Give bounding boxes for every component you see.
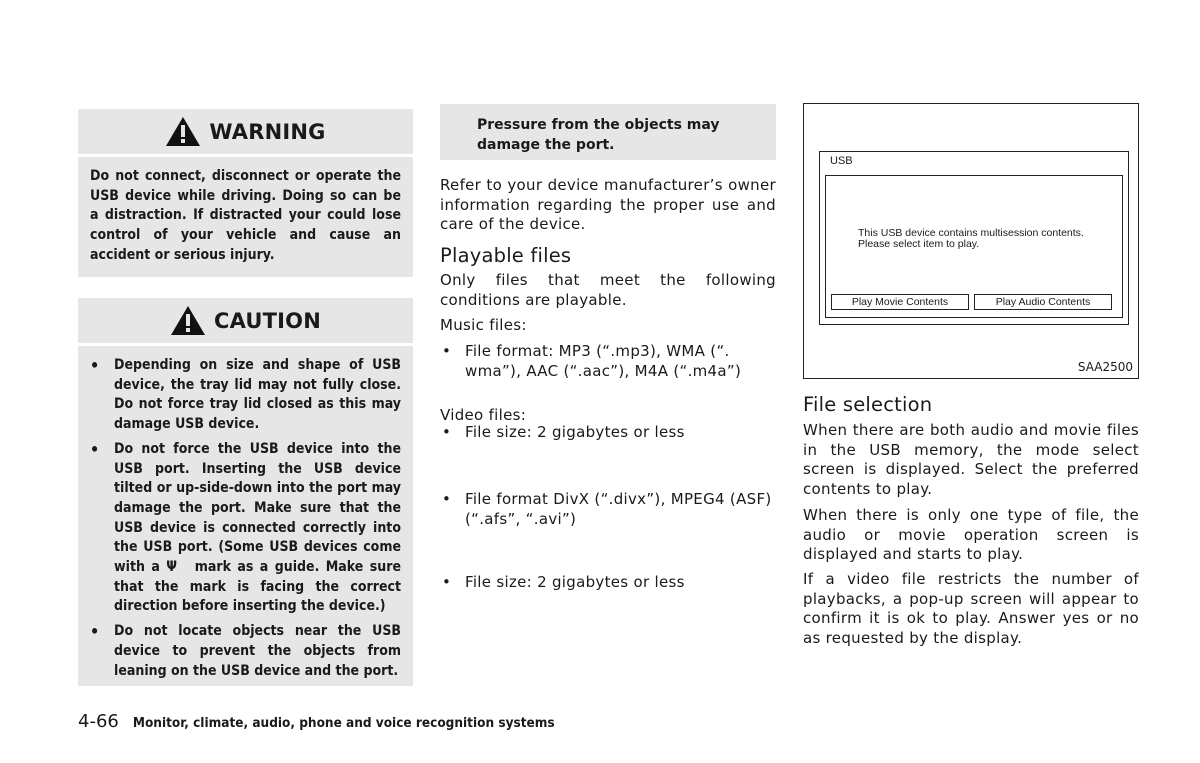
caution-title: CAUTION: [213, 308, 322, 333]
figure-code: SAA2500: [1077, 360, 1133, 374]
warning-triangle-icon: [165, 116, 201, 147]
play-movie-button[interactable]: Play Movie Contents: [831, 294, 969, 310]
music-files-label: Music files:: [440, 316, 527, 334]
caution-box: [78, 298, 413, 686]
usb-symbol-icon: Ψ: [166, 559, 178, 576]
warning-text: Do not connect, disconnect or operate the USB device while driving. Doing so can be a distraction. If distracted your could lose control of your vehicle and cause an accident or serious injury.: [90, 168, 401, 263]
screen-message-line-1: This USB device contains multisession contents.: [858, 227, 1084, 239]
playable-intro: Only files that meet the following conditions are playable.: [440, 271, 776, 309]
video-files-label: Video files:: [440, 406, 527, 424]
play-audio-button[interactable]: Play Audio Contents: [974, 294, 1112, 310]
caution-list: [78, 346, 413, 696]
music-item-1: • File format: MP3 (“.mp3), WMA (“. wma”), AAC (“.aac”), M4A (“.m4a”): [440, 342, 776, 381]
video-item-1: • File format DivX (“.divx”), MPEG4 (ASF) (“.afs”, “.avi”): [440, 490, 776, 529]
refer-paragraph: Refer to your device manufacturer’s owner information regarding the proper use and care of the device.: [440, 176, 776, 234]
screen-message-line-2: Please select item to play.: [858, 238, 980, 250]
screen-title: USB: [830, 155, 853, 167]
screen-dialog: [825, 175, 1123, 318]
video-item-2: • File size: 2 gigabytes or less: [440, 573, 776, 593]
middle-column: [440, 0, 776, 591]
caution-bullet-2-text-b: mark as a guide. Make sure that the mark is facing the correct direction before inserting the device.): [114, 559, 402, 615]
file-selection-para-2: When there is only one type of file, the audio or movie operation screen is displayed and starts to play.: [803, 506, 1139, 564]
warning-header: [78, 109, 413, 157]
caution-triangle-icon: [170, 305, 206, 336]
usb-screen-figure: [803, 103, 1139, 379]
file-selection-para-1: When there are both audio and movie files in the USB memory, the mode select screen is displayed. Select the preferred contents to play.: [803, 421, 1139, 499]
caution-bullet-2-text-a: Do not force the USB device into the USB port. Inserting the USB device tilted or up-side-down into the port may damage the port. Make sure that the USB device is connected correctly into the USB port. (Some USB devices come with a: [114, 440, 401, 576]
music-item-2: • File size: 2 gigabytes or less: [440, 423, 776, 443]
screen-frame: [819, 151, 1129, 325]
playable-files-heading: Playable files: [440, 244, 572, 267]
page-footer: [78, 711, 555, 732]
caution-bullet-2: [90, 440, 401, 617]
section-title: Monitor, climate, audio, phone and voice recognition systems: [132, 715, 555, 731]
screen-message: [858, 228, 1084, 250]
caution-header: [78, 298, 413, 346]
file-selection-heading: File selection: [803, 393, 933, 416]
file-selection-para-3: If a video file restricts the number of playbacks, a pop-up screen will appear to confirm it is ok to play. Answer yes or no as requested by the display.: [803, 570, 1139, 648]
warning-title: WARNING: [209, 119, 326, 144]
page-number: 4-66: [78, 711, 119, 732]
warning-box: [78, 109, 413, 277]
caution-bullet-1: • Depending on size and shape of USB device, the tray lid may not fully close. Do not force tray lid closed as this may damage USB device.: [90, 356, 401, 435]
caution-bullet-3: • Do not locate objects near the USB device to prevent the objects from leaning on the USB device and the port.: [90, 622, 401, 681]
caution-continued-box: Pressure from the objects may damage the port.: [440, 104, 776, 160]
